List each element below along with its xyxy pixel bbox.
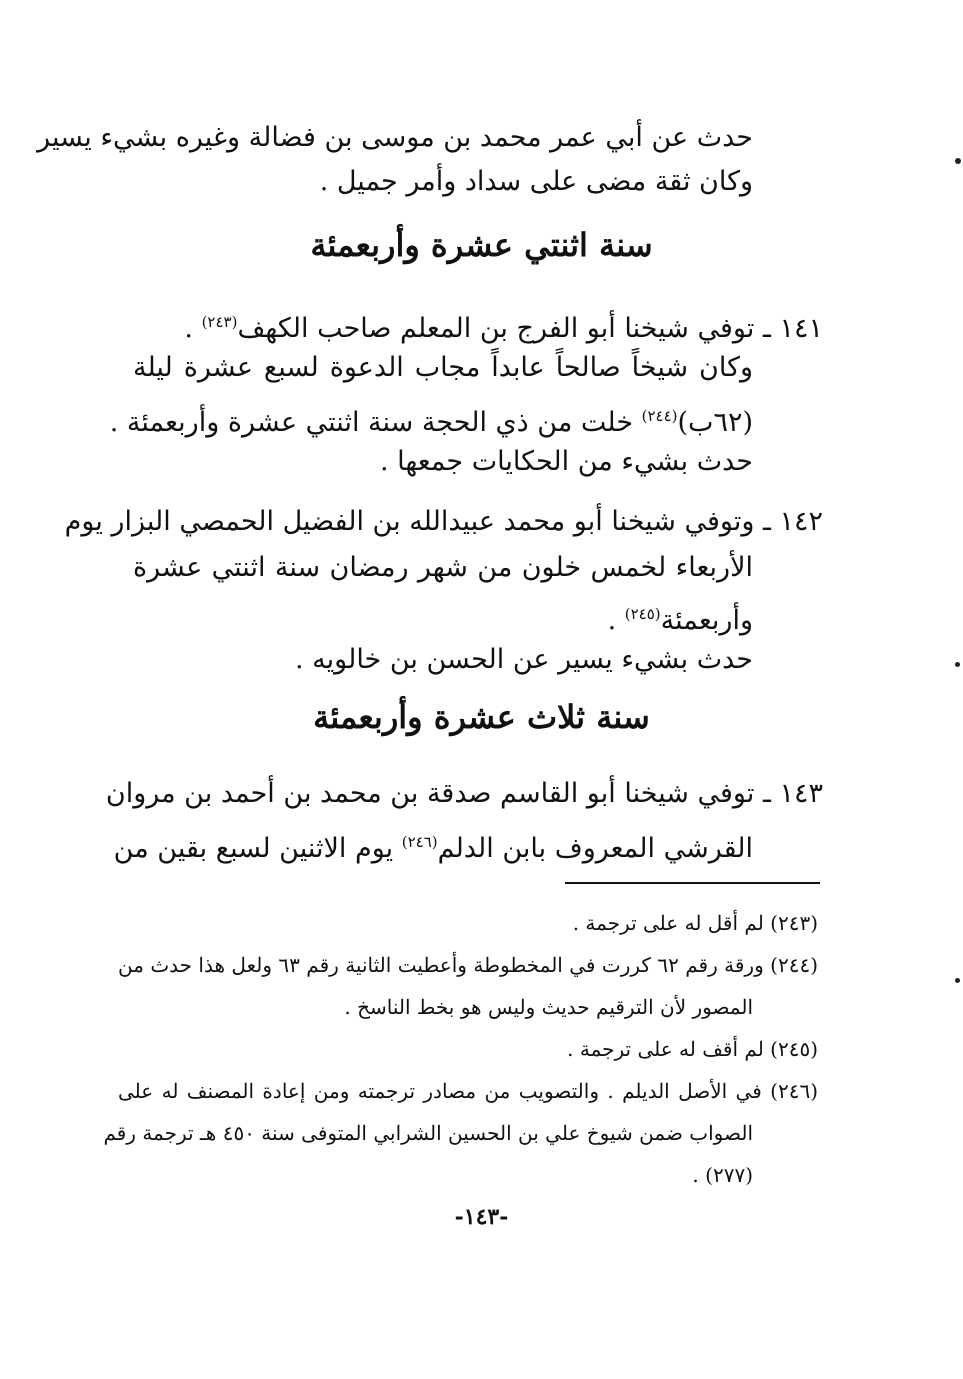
entry-141-line-3-text: خلت من ذي الحجة سنة اثنتي عشرة وأربعمئة .: [109, 407, 642, 438]
entry-143-line-2-text: القرشي المعروف بابن الدلم: [437, 833, 753, 864]
folio-marker: (٦٢ب): [677, 407, 753, 438]
footnote-243: (٢٤٣) لم أقل له على ترجمة .: [572, 911, 818, 935]
entry-141-line-3: [109, 394, 753, 445]
intro-line-2: وكان ثقة مضى على سداد وأمر جميل .: [319, 166, 753, 197]
section-heading-412: سنة اثنتي عشرة وأربعمئة: [310, 226, 653, 264]
footnote-ref-244: (٢٤٤): [641, 407, 678, 425]
entry-142-text: وتوفي شيخنا أبو محمد عبيدالله بن الفضيل الحمصي البزار يوم: [64, 506, 755, 537]
footnote-246-line-1: (٢٤٦) في الأصل الديلم . والتصويب من مصادر ترجمته ومن إعادة المصنف له على: [118, 1079, 818, 1103]
margin-speck: [955, 662, 960, 667]
footnote-ref-245: (٢٤٥): [624, 605, 661, 623]
page-number: -١٤٣-: [454, 1204, 509, 1230]
margin-speck: [955, 978, 960, 983]
footnote-246-line-3: (٢٧٧) .: [692, 1163, 753, 1187]
entry-143-line-2-end: يوم الاثنين لسبع بقين من: [113, 833, 402, 864]
footnote-ref-243: (٢٤٣): [201, 313, 238, 331]
section-heading-413: سنة ثلاث عشرة وأربعمئة: [313, 698, 650, 736]
footnote-ref-246: (٢٤٦): [401, 833, 438, 851]
entry-142-line-3: [133, 592, 753, 643]
entry-141-line-1: [133, 300, 823, 351]
entry-142-line-4: حدث بشيء يسير عن الحسن بن خالويه .: [295, 644, 753, 675]
entry-143-line-1: [105, 772, 823, 816]
entry-141-text: توفي شيخنا أبو الفرج بن المعلم صاحب الكهف: [237, 313, 755, 344]
footnote-246-line-2: الصواب ضمن شيوخ علي بن الحسين الشرابي المتوفى سنة ٤٥٠ هـ ترجمة رقم: [103, 1121, 753, 1145]
footnote-244-line-1: (٢٤٤) ورقة رقم ٦٢ كررت في المخطوطة وأعطيت الثانية رقم ٦٣ ولعل هذا حدث من: [118, 953, 818, 977]
entry-141-line-4: حدث بشيء من الحكايات جمعها .: [379, 446, 753, 477]
entry-143-number: ١٤٣ ـ: [762, 778, 823, 809]
entry-142-line-2: الأربعاء لخمس خلون من شهر رمضان سنة اثنتي عشرة: [133, 552, 753, 583]
footnote-separator: [565, 882, 820, 884]
entry-142-line-3-text: وأربعمئة: [660, 605, 753, 636]
intro-line-1: حدث عن أبي عمر محمد بن موسى بن فضالة وغيره بشيء يسير: [37, 122, 753, 153]
entry-142-number: ١٤٢ ـ: [762, 506, 823, 537]
entry-143-line-2: [113, 820, 753, 871]
entry-142-line-3-end: .: [607, 605, 625, 636]
entry-143-text: توفي شيخنا أبو القاسم صدقة بن محمد بن أحمد بن مروان: [105, 778, 755, 809]
footnote-245: (٢٤٥) لم أقف له على ترجمة .: [567, 1037, 818, 1061]
entry-142-line-1: [64, 500, 823, 544]
entry-141-number: ١٤١ ـ: [762, 313, 823, 344]
entry-141-line-1-end: .: [184, 313, 202, 344]
entry-141-line-2: وكان شيخاً صالحاً عابداً مجاب الدعوة لسبع عشرة ليلة: [133, 352, 753, 383]
footnote-244-line-2: المصور لأن الترقيم حديث وليس هو بخط الناسخ .: [344, 995, 753, 1019]
margin-speck: [955, 158, 961, 164]
